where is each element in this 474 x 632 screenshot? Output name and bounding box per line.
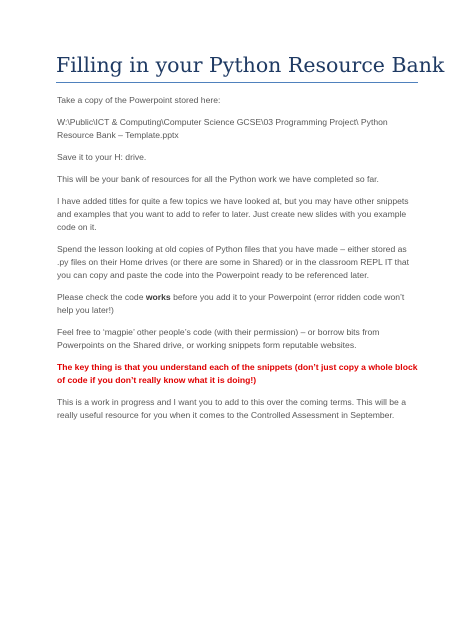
paragraph-key-thing: The key thing is that you understand each of the snippets (don’t just copy a whole block of code if you don’t really know what it is doing!) [57,362,418,385]
document-body [57,94,419,431]
paragraph-resource-bank: This will be your bank of resources for all the Python work we have completed so far. [57,174,379,184]
paragraph-save-drive: Save it to your H: drive. [57,152,147,162]
check-code-emphasis: works [145,292,171,302]
paragraph-added-titles: I have added titles for quite a few topics we have looked at, but you may have other snippets and examples that you want to add to refer to later. Just create new slides with you example code on it. [57,196,409,232]
paragraph-file-path: W:\Public\ICT & Computing\Computer Science GCSE\03 Programming Project\ Python Resource Bank – Template.pptx [57,117,388,140]
check-code-text-end: before you add it to your Powerpoint (error ridden code won’t help you later!) [57,292,405,315]
paragraph-work-in-progress: This is a work in progress and I want you to add to this over the coming terms. This will be a really useful resource for you when it comes to the Controlled Assessment in September. [57,397,406,420]
title-underline [56,82,418,83]
page-title: Filling in your Python Resource Bank [56,53,445,77]
paragraph-spend-lesson: Spend the lesson looking at old copies of Python files that you have made – either stored as .py files on their Home drives (or there are some in Shared) or in the classroom REPL IT that you can copy and paste the code into the Powerpoint ready to be referenced later. [57,244,410,280]
paragraph-copy-instruction: Take a copy of the Powerpoint stored here: [57,95,221,105]
check-code-text-start: Please check the code [57,292,146,302]
paragraph-check-code [57,291,419,317]
paragraph-magpie: Feel free to ‘magpie’ other people’s code (with their permission) – or borrow bits from Powerpoints on the Shared drive, or working snippets form reputable websites. [57,327,380,350]
